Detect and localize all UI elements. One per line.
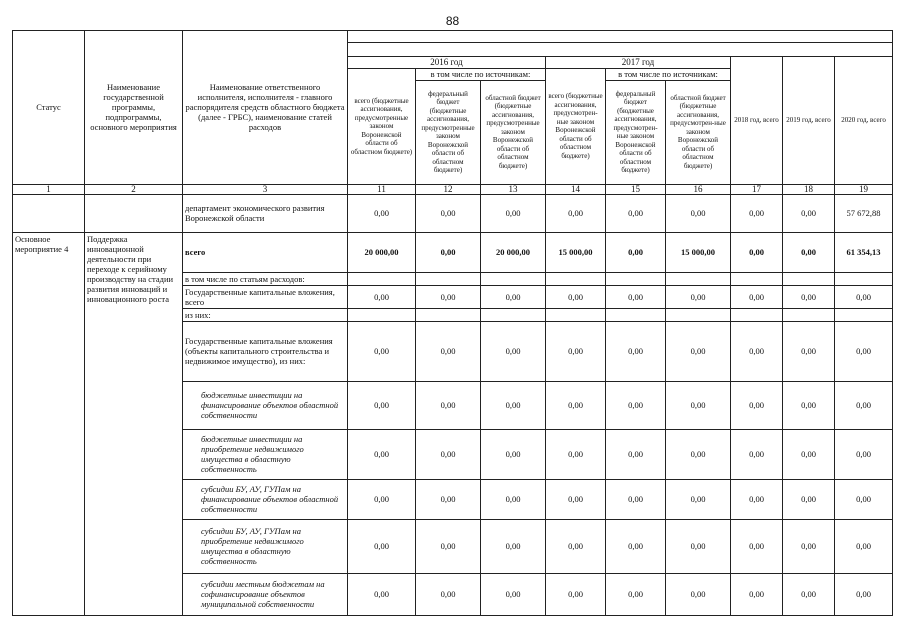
value-cell: 0,00 (481, 519, 546, 573)
table-row (13, 232, 893, 272)
value-cell: 0,00 (416, 194, 481, 232)
value-cell: 20 000,00 (481, 232, 546, 272)
header-program: Наименование государственной программы, подпрограммы, основного мероприятия (85, 31, 183, 185)
header-2020: 2020 год, всего (835, 57, 893, 185)
header-year-2016: 2016 год (348, 57, 546, 69)
value-cell: 0,00 (481, 321, 546, 381)
header-blank-2 (348, 43, 893, 57)
value-cell: 0,00 (731, 381, 783, 429)
value-cell: 0,00 (731, 321, 783, 381)
col-num: 11 (348, 184, 416, 194)
value-cell: 0,00 (666, 321, 731, 381)
row-label: бюджетные инвестиции на финансирование объектов областной собственности (183, 381, 348, 429)
header-federal-2017: федеральный бюджет (бюджетные ассигнования, предусмотрен-ные законом Воронежской области об областном бюджете) (606, 80, 666, 184)
header-regional-2016: областной бюджет (бюджетные ассигнования, предусмотренные законом Воронежской области об областном бюджете) (481, 80, 546, 184)
value-cell: 0,00 (835, 429, 893, 479)
empty-cell (481, 272, 546, 285)
row-label: субсидии БУ, АУ, ГУПам на финансирование объектов областной собственности (183, 479, 348, 519)
value-cell: 0,00 (783, 479, 835, 519)
value-cell: 0,00 (606, 194, 666, 232)
value-cell: 0,00 (606, 573, 666, 615)
value-cell: 0,00 (666, 573, 731, 615)
empty-cell (666, 272, 731, 285)
value-cell: 0,00 (546, 519, 606, 573)
value-cell: 0,00 (666, 381, 731, 429)
empty-cell (348, 308, 416, 321)
header-year-2017: 2017 год (546, 57, 731, 69)
value-cell: 0,00 (835, 285, 893, 308)
value-cell: 15 000,00 (546, 232, 606, 272)
empty-cell (835, 272, 893, 285)
status-cell: Основное мероприятие 4 (13, 232, 85, 615)
header-incl-2017: в том числе по источникам: (606, 69, 731, 81)
value-cell: 0,00 (731, 429, 783, 479)
value-cell: 0,00 (416, 321, 481, 381)
value-cell: 0,00 (416, 429, 481, 479)
value-cell: 0,00 (783, 321, 835, 381)
value-cell: 0,00 (481, 429, 546, 479)
value-cell: 0,00 (835, 381, 893, 429)
value-cell: 0,00 (348, 479, 416, 519)
value-cell: 0,00 (835, 519, 893, 573)
row-label: департамент экономического развития Воронежской области (183, 194, 348, 232)
value-cell: 0,00 (348, 573, 416, 615)
value-cell: 0,00 (731, 232, 783, 272)
row-label: субсидии местным бюджетам на софинансирование объектов муниципальной собственности (183, 573, 348, 615)
empty-cell (666, 308, 731, 321)
value-cell: 0,00 (606, 479, 666, 519)
empty-cell (546, 272, 606, 285)
value-cell: 0,00 (783, 519, 835, 573)
value-cell: 0,00 (835, 479, 893, 519)
empty-cell (783, 308, 835, 321)
value-cell: 0,00 (348, 381, 416, 429)
page-number: 88 (445, 14, 460, 28)
value-cell: 0,00 (546, 573, 606, 615)
header-status: Статус (13, 31, 85, 185)
value-cell: 0,00 (416, 479, 481, 519)
header-total-2016: всего (бюджетные ассигнования, предусмотренные законом Воронежской области об областном бюджете) (348, 69, 416, 185)
status-cell-empty (13, 194, 85, 232)
value-cell: 0,00 (481, 573, 546, 615)
header-2019: 2019 год, всего (783, 57, 835, 185)
col-num: 19 (835, 184, 893, 194)
empty-cell (606, 308, 666, 321)
header-incl-2016: в том числе по источникам: (416, 69, 546, 81)
empty-cell (835, 308, 893, 321)
value-cell: 20 000,00 (348, 232, 416, 272)
value-cell: 0,00 (606, 519, 666, 573)
value-cell: 0,00 (348, 285, 416, 308)
row-label: субсидии БУ, АУ, ГУПам на приобретение недвижимого имущества в областную собственность (183, 519, 348, 573)
program-cell-empty (85, 194, 183, 232)
value-cell: 0,00 (546, 429, 606, 479)
value-cell: 0,00 (835, 573, 893, 615)
value-cell: 0,00 (783, 429, 835, 479)
value-cell: 0,00 (606, 429, 666, 479)
table-row (13, 194, 893, 232)
value-cell: 0,00 (348, 519, 416, 573)
header-executor: Наименование ответственного исполнителя, исполнителя - главного распорядителя средств областного бюджета (далее - ГРБС), наименование статей расходов (183, 31, 348, 185)
value-cell: 0,00 (783, 194, 835, 232)
row-label: Государственные капитальные вложения, всего (183, 285, 348, 308)
row-label: всего (183, 232, 348, 272)
value-cell: 0,00 (546, 285, 606, 308)
value-cell: 0,00 (481, 381, 546, 429)
col-num: 2 (85, 184, 183, 194)
value-cell: 0,00 (348, 194, 416, 232)
value-cell: 0,00 (481, 194, 546, 232)
empty-cell (731, 308, 783, 321)
value-cell: 0,00 (416, 519, 481, 573)
empty-cell (481, 308, 546, 321)
value-cell: 61 354,13 (835, 232, 893, 272)
value-cell: 0,00 (606, 321, 666, 381)
header-total-2017: всего (бюджетные ассигнования, предусмотрен-ные законом Воронежской области об областном бюджете) (546, 69, 606, 185)
value-cell: 0,00 (481, 479, 546, 519)
row-label: в том числе по статьям расходов: (183, 272, 348, 285)
empty-cell (606, 272, 666, 285)
row-label: бюджетные инвестиции на приобретение недвижимого имущества в областную собственность (183, 429, 348, 479)
value-cell: 57 672,88 (835, 194, 893, 232)
value-cell: 0,00 (835, 321, 893, 381)
value-cell: 0,00 (666, 429, 731, 479)
value-cell: 0,00 (546, 479, 606, 519)
value-cell: 0,00 (783, 232, 835, 272)
value-cell: 0,00 (731, 479, 783, 519)
header-regional-2017: областной бюджет (бюджетные ассигнования, предусмотрен-ные законом Воронежской области об областном бюджете) (666, 80, 731, 184)
col-num: 15 (606, 184, 666, 194)
row-label: из них: (183, 308, 348, 321)
value-cell: 0,00 (783, 573, 835, 615)
value-cell: 0,00 (348, 429, 416, 479)
value-cell: 0,00 (666, 194, 731, 232)
value-cell: 0,00 (731, 573, 783, 615)
header-blank-1 (348, 31, 893, 43)
value-cell: 0,00 (546, 194, 606, 232)
value-cell: 0,00 (546, 321, 606, 381)
empty-cell (731, 272, 783, 285)
row-label: Государственные капитальные вложения (объекты капитального строительства и недвижимое имущество), из них: (183, 321, 348, 381)
program-cell: Поддержка инновационной деятельности при переходе к серийному производству на стадии развития инноваций и инновационного роста (85, 232, 183, 615)
empty-cell (416, 308, 481, 321)
empty-cell (546, 308, 606, 321)
header-2018: 2018 год, всего (731, 57, 783, 185)
value-cell: 0,00 (783, 285, 835, 308)
empty-cell (783, 272, 835, 285)
value-cell: 0,00 (731, 285, 783, 308)
col-num: 17 (731, 184, 783, 194)
value-cell: 0,00 (348, 321, 416, 381)
value-cell: 0,00 (731, 194, 783, 232)
col-num: 18 (783, 184, 835, 194)
value-cell: 0,00 (666, 479, 731, 519)
value-cell: 0,00 (666, 285, 731, 308)
budget-table (12, 30, 893, 616)
value-cell: 0,00 (416, 573, 481, 615)
value-cell: 0,00 (606, 381, 666, 429)
value-cell: 0,00 (731, 519, 783, 573)
value-cell: 0,00 (606, 232, 666, 272)
value-cell: 0,00 (416, 285, 481, 308)
empty-cell (416, 272, 481, 285)
col-num: 13 (481, 184, 546, 194)
col-num: 14 (546, 184, 606, 194)
empty-cell (348, 272, 416, 285)
value-cell: 0,00 (783, 381, 835, 429)
value-cell: 0,00 (416, 381, 481, 429)
value-cell: 0,00 (606, 285, 666, 308)
value-cell: 0,00 (481, 285, 546, 308)
col-num: 3 (183, 184, 348, 194)
value-cell: 0,00 (416, 232, 481, 272)
column-numbers-row (13, 184, 893, 194)
col-num: 1 (13, 184, 85, 194)
header-federal-2016: федеральный бюджет (бюджетные ассигнования, предусмотренные законом Воронежской области об областном бюджете) (416, 80, 481, 184)
col-num: 12 (416, 184, 481, 194)
value-cell: 0,00 (666, 519, 731, 573)
value-cell: 15 000,00 (666, 232, 731, 272)
col-num: 16 (666, 184, 731, 194)
value-cell: 0,00 (546, 381, 606, 429)
